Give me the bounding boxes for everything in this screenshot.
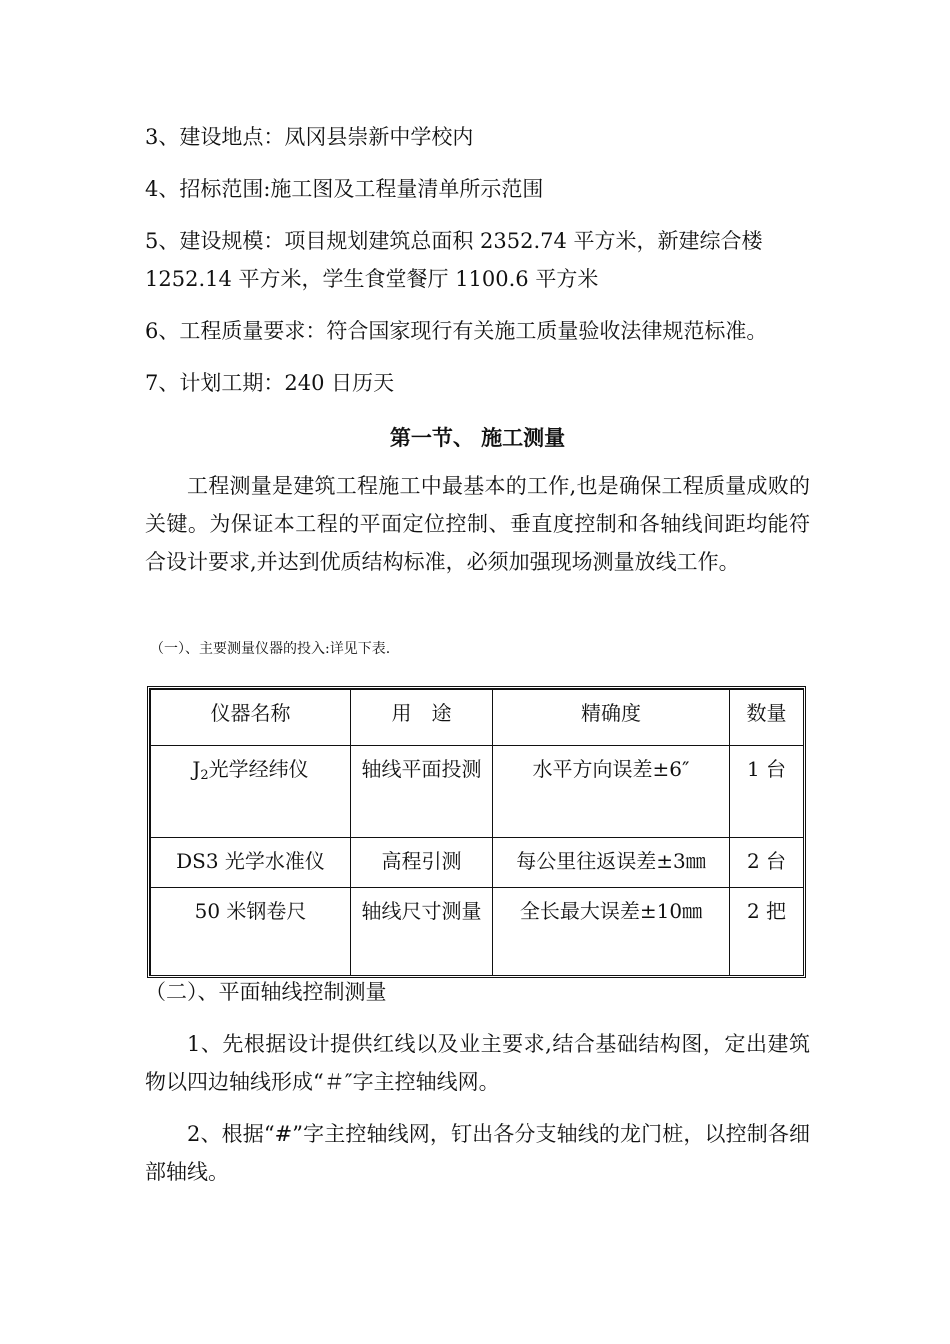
item-scale-line2: 1252.14 平方米，学生食堂餐厅 1100.6 平方米: [145, 267, 599, 291]
item-quality: 6、工程质量要求：符合国家现行有关施工质量验收法律规范标准。: [145, 319, 768, 343]
header-quantity: 数量: [730, 690, 804, 746]
item-duration: 7、计划工期：240 日历天: [145, 371, 395, 395]
cell-precision: 全长最大误差±10㎜: [493, 888, 730, 976]
name-prefix: J: [192, 757, 201, 781]
cell-quantity: 2 台: [730, 838, 804, 888]
table-row: [151, 838, 804, 888]
cell-usage: 高程引测: [351, 838, 493, 888]
header-precision: 精确度: [493, 690, 730, 746]
table-row: [151, 888, 804, 976]
axis-control-step1: 1、先根据设计提供红线以及业主要求,结合基础结构图，定出建筑物以四边轴线形成“＃″字主控轴线网。: [145, 1032, 810, 1094]
axis-control-step2: 2、根据“#”字主控轴线网，钉出各分支轴线的龙门桩，以控制各细部轴线。: [145, 1122, 810, 1184]
header-instrument-name: 仪器名称: [151, 690, 351, 746]
cell-instrument-name: [151, 746, 351, 838]
table-row: [151, 746, 804, 838]
name-suffix: 光学经纬仪: [208, 757, 309, 781]
table-header-row: [151, 690, 804, 746]
cell-precision: 水平方向误差±6″: [493, 746, 730, 838]
cell-usage: 轴线平面投测: [351, 746, 493, 838]
cell-instrument-name: 50 米钢卷尺: [151, 888, 351, 976]
item-location: 3、建设地点：凤冈县崇新中学校内: [145, 125, 474, 149]
section-title: 第一节、 施工测量: [389, 425, 566, 450]
header-usage: 用 途: [351, 690, 493, 746]
instrument-table: [147, 686, 806, 978]
item-scope: 4、招标范围:施工图及工程量清单所示范围: [145, 177, 544, 201]
name-subscript: 2: [200, 768, 209, 783]
section-intro: 工程测量是建筑工程施工中最基本的工作,也是确保工程质量成败的关键。为保证本工程的平面定位控制、垂直度控制和各轴线间距均能符合设计要求,并达到优质结构标准，必须加强现场测量放线工作。: [145, 474, 810, 574]
cell-quantity: 1 台: [730, 746, 804, 838]
axis-control-heading: （二）、平面轴线控制测量: [145, 980, 387, 1004]
cell-quantity: 2 把: [730, 888, 804, 976]
cell-usage: 轴线尺寸测量: [351, 888, 493, 976]
instrument-note: （一）、主要测量仪器的投入:详见下表.: [150, 641, 391, 657]
item-scale-line1: 5、建设规模：项目规划建筑总面积 2352.74 平方米，新建综合楼: [145, 229, 763, 253]
cell-precision: 每公里往返误差±3㎜: [493, 838, 730, 888]
cell-instrument-name: DS3 光学水准仪: [151, 838, 351, 888]
